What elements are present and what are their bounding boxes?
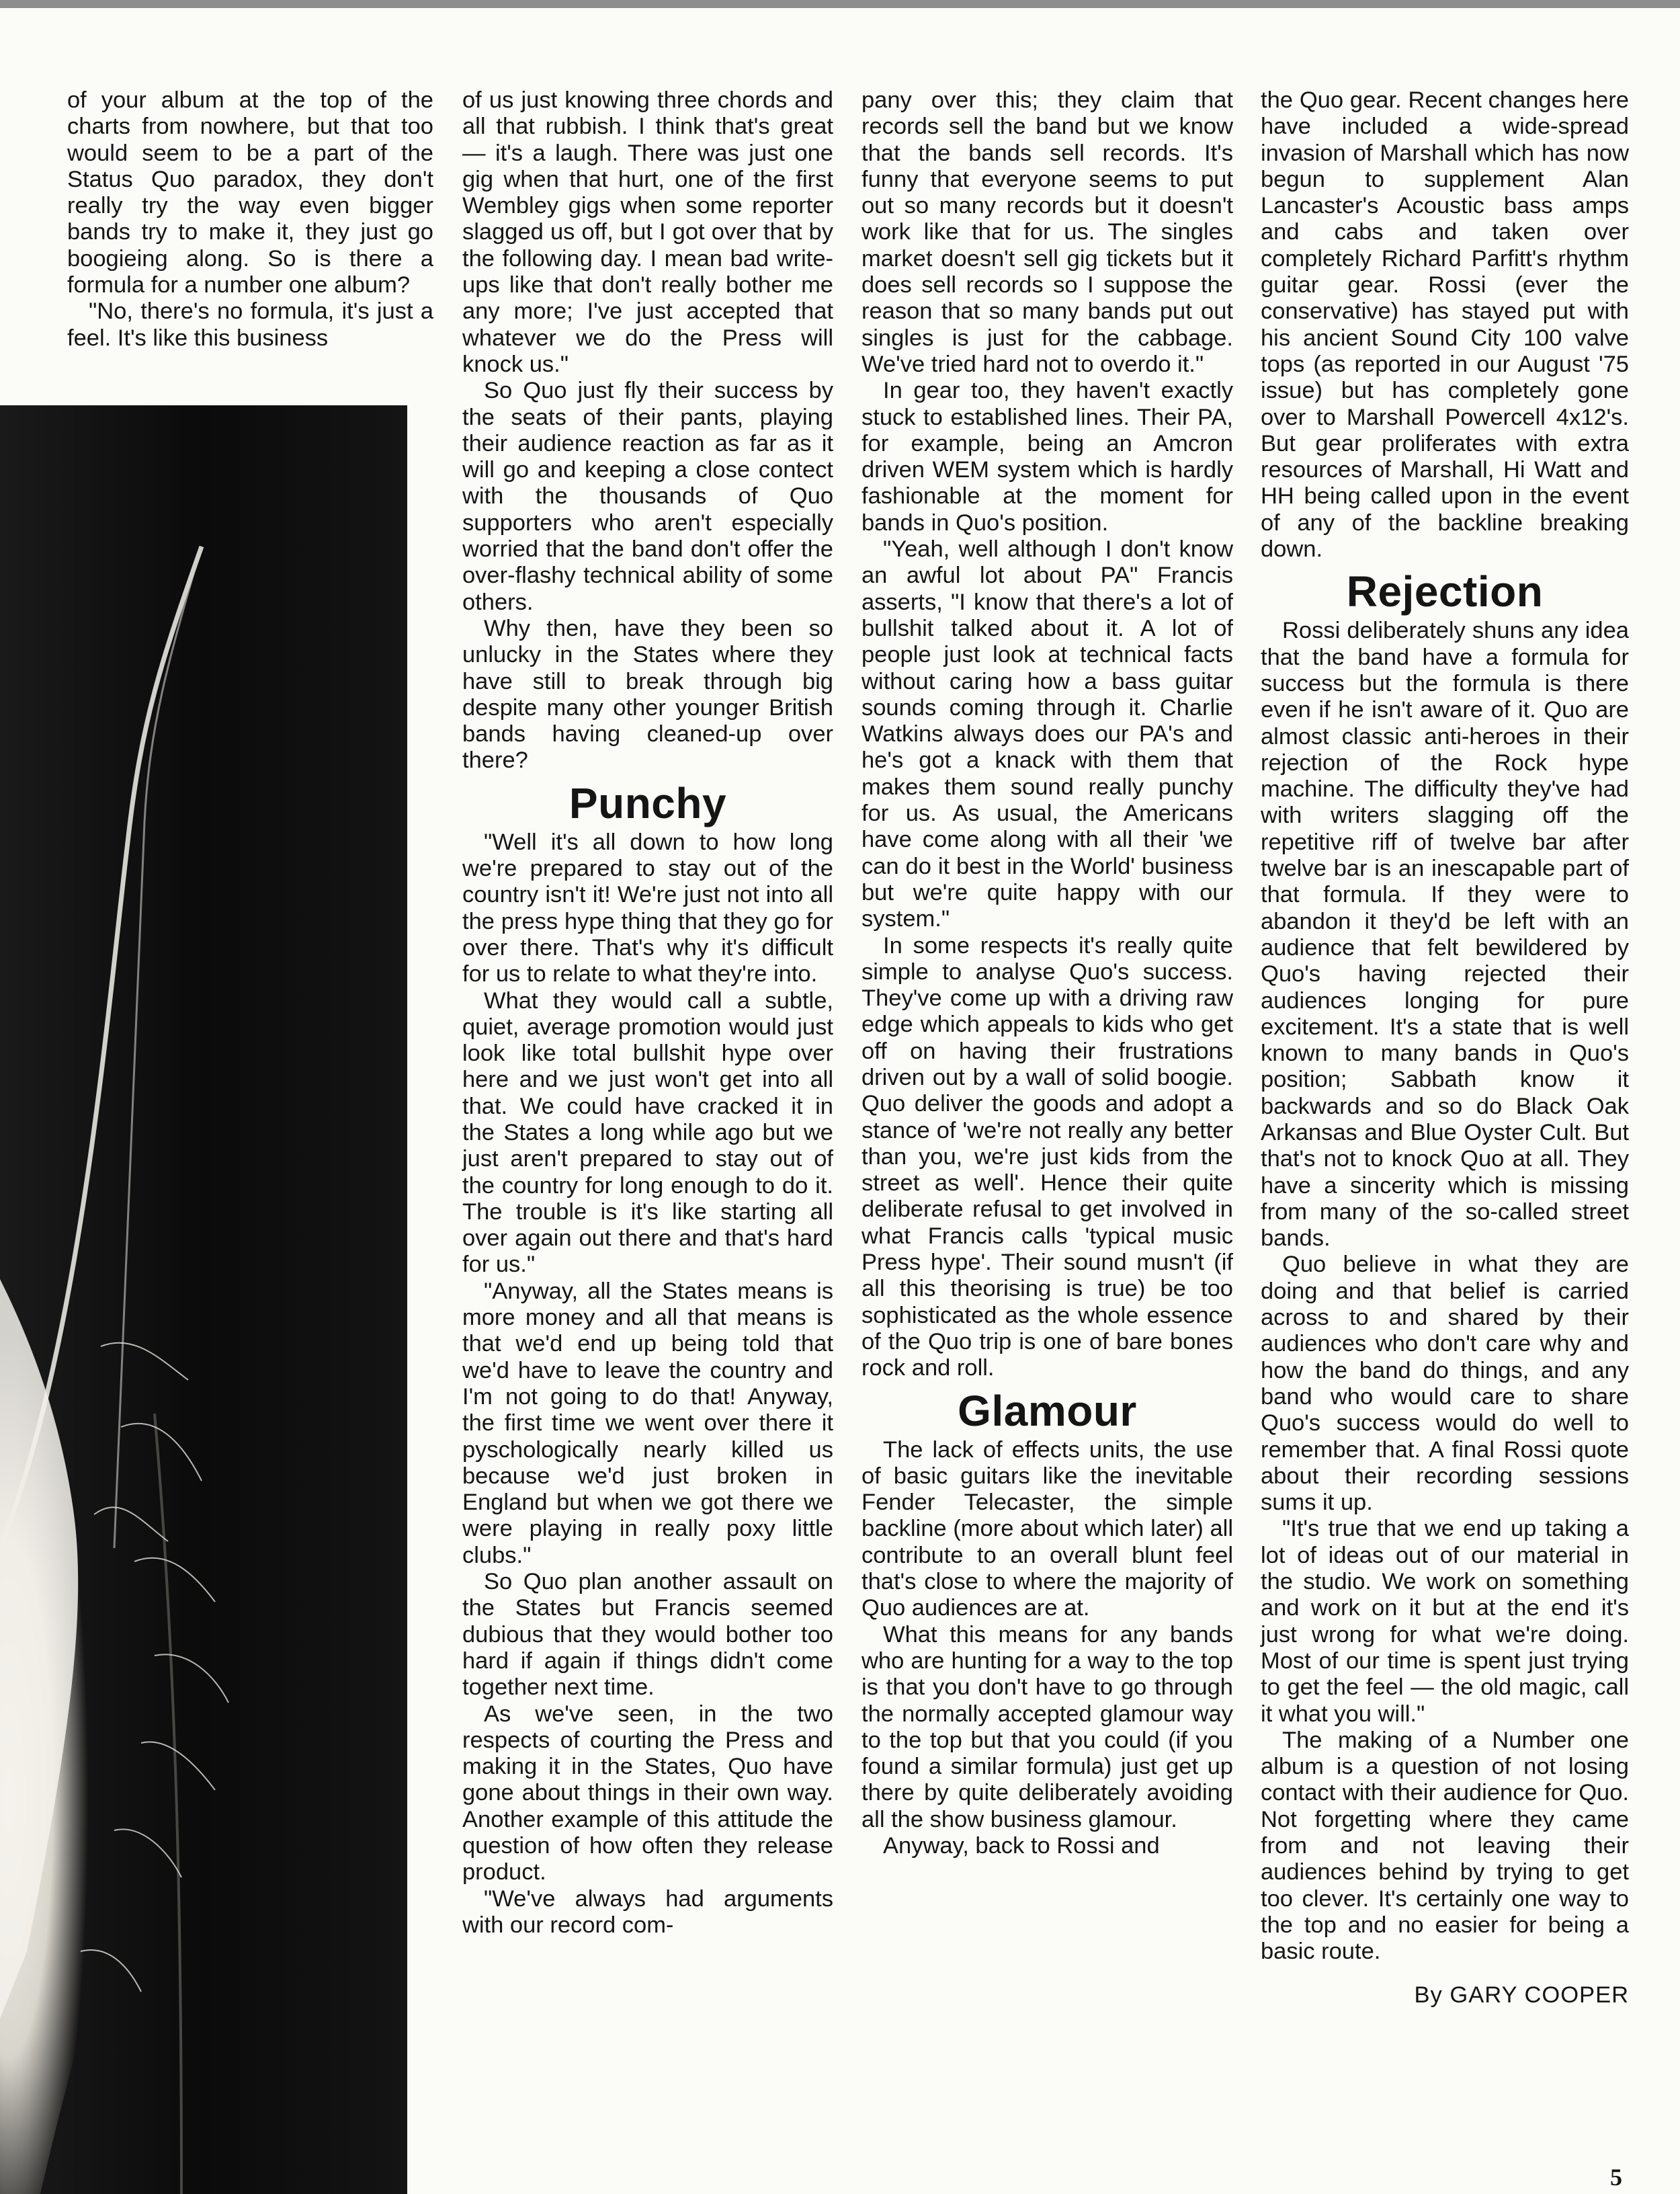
paragraph: So Quo just fly their success by the seats of their pants, playing their audience reaction as far as it will go and keeping a close contect with the thousands of Quo supporters who aren't especially worried that the band don't offer the over-flashy technical ability of some others. (462, 378, 833, 615)
paragraph: "Yeah, well although I don't know an awful lot about PA" Francis asserts, "I know that there's a lot of bullshit talked about it. A lot of people just look at technical facts without caring how a bass guitar sounds coming through it. Charlie Watkins always does our PA's and he's got a knack with them that makes them sound really punchy for us. As usual, the Americans have come along with all their 'we can do it best in the World' business but we're quite happy with our system." (862, 536, 1233, 932)
section-heading-punchy: Punchy (569, 778, 727, 827)
paragraph: Anyway, back to Rossi and (883, 1833, 1160, 1859)
paragraph: The lack of effects units, the use of basic guitars like the inevitable Fender Telecaster, the simple backline (more about which later) all contribute to an overall blunt feel that's close to where the majority of Quo audiences are at. (862, 1436, 1233, 1621)
paragraph: "Anyway, all the States means is more money and all that means is that we'd end up being told that we'd have to leave the country and I'm not going to do that! Anyway, the first time we went over there it pyschologically nearly killed us because we'd just broken in England but when we got there we were playing in really poxy little clubs." (462, 1278, 833, 1568)
paragraph: In gear too, they haven't exactly stuck to established lines. Their PA, for example, being an Amcron driven WEM system which is hardly fashionable at the moment for bands in Quo's position. (862, 378, 1233, 536)
paragraph: What this means for any bands who are hunting for a way to the top is that you don't have to go through the normally accepted glamour way to the top but that you could (if you found a similar formula) just get up there by quite deliberately avoiding all the show business glamour. (862, 1621, 1233, 1832)
photo-image (0, 405, 407, 2194)
paragraph: What they would call a subtle, quiet, average promotion would just look like total bullshit hype over here and we just won't get into all that. We could have cracked it in the States a long while ago but we just aren't prepared to stay out of the country for long enough to do it. The trouble is it's like starting all over again out there and that's hard for us." (462, 987, 833, 1278)
paragraph: Why then, have they been so unlucky in the States where they have still to break through big despite many other younger British bands having cleaned-up over there? (462, 615, 833, 774)
paragraph: "No, there's no formula, it's just a feel. It's like this business (67, 298, 433, 351)
paragraph: The making of a Number one album is a question of not losing contact with their audience for Quo. Not forgetting where they came from and not leaving their audiences behind by trying to get too clever. It's certainly one way to the top and no easier for being a basic route. (1261, 1727, 1629, 1965)
paragraph: As we've seen, in the two respects of courting the Press and making it in the States, Quo have gone about things in their own way. Another example of this attitude the question of how often they release product. (462, 1701, 833, 1885)
column-4 (1261, 87, 1629, 2009)
paragraph: In some respects it's really quite simple to analyse Quo's success. They've come up with a driving raw edge which appeals to kids who get off on having their frustrations driven out by a wall of solid boogie. Quo deliver the goods and adopt a stance of 'we're not really any better than you, we're just kids from the street as well'. Hence their quite deliberate refusal to get involved in what Francis calls 'typical music Press hype'. Their sound musn't (if all this theorising is true) be too sophisticated as the whole essence of the Quo trip is one of bare bones rock and roll. (862, 932, 1233, 1381)
paragraph: So Quo plan another assault on the States but Francis seemed dubious that they would bother too hard if again if things didn't come together next time. (462, 1569, 833, 1701)
byline: By GARY COOPER (1414, 1982, 1629, 2008)
paragraph: "Well it's all down to how long we're prepared to stay out of the country isn't it! We're just not into all the press hype thing that they go for over there. That's why it's difficult for us to relate to what they're into. (462, 829, 833, 987)
paragraph: "We've always had arguments with our record com- (462, 1885, 833, 1938)
column-1 (67, 87, 433, 352)
band-photo (0, 405, 407, 2194)
paragraph: Quo believe in what they are doing and that belief is carried across to and shared by their audiences who don't care why and how the band do things, and any band who would care to share Quo's success would do well to remember that. A final Rossi quote about their recording sessions sums it up. (1261, 1252, 1629, 1516)
column-3 (862, 87, 1233, 1859)
paragraph: of us just knowing three chords and all that rubbish. I think that's great — it's a laugh. There was just one gig when that hurt, one of the first Wembley gigs when some reporter slagged us off, but I got over that by the following day. I mean bad write-ups like that don't really bother me any more; I've just accepted that whatever we do the Press will knock us." (462, 87, 833, 377)
column-2 (462, 87, 833, 1939)
paragraph: pany over this; they claim that records sell the band but we know that the bands sell records. It's funny that everyone seems to put out so many records but it doesn't work like that for us. The singles market doesn't sell gig tickets but it does sell records so I suppose the reason that so many bands put out singles is just for the cabbage. We've tried hard not to overdo it." (862, 87, 1233, 377)
paragraph: Rossi deliberately shuns any idea that the band have a formula for success but the formula is there even if he isn't aware of it. Quo are almost classic anti-heroes in their rejection of the Rock hype machine. The difficulty they've had with writers slagging off the repetitive riff of twelve bar after twelve bar is an inescapable part of that formula. If they were to abandon it they'd be left with an audience that felt bewildered by Quo's having rejected their audiences longing for pure excitement. It's a state that is well known to many bands in Quo's position; Sabbath know it backwards and so do Black Oak Arkansas and Blue Oyster Cult. But that's not to knock Quo at all. They have a sincerity which is missing from many of the so-called street bands. (1261, 618, 1629, 1252)
paragraph: "It's true that we end up taking a lot of ideas out of our material in the studio. We work on something and work on it but at the end it's just wrong for what we're doing. Most of our time is spent just trying to get the feel — the old magic, call it what you will." (1261, 1516, 1629, 1727)
paragraph: of your album at the top of the charts from nowhere, but that too would seem to be a part of the Status Quo paradox, they don't really try the way even bigger bands try to make it, they just go boogieing along. So is there a formula for a number one album? (67, 87, 433, 298)
page-number: 5 (1610, 2164, 1622, 2191)
paragraph: the Quo gear. Recent changes here have included a wide-spread invasion of Marshall which has now begun to supplement Alan Lancaster's Acoustic bass amps and cabs and taken over completely Richard Parfitt's rhythm guitar gear. Rossi (ever the conservative) has stayed put with his ancient Sound City 100 valve tops (as reported in our August '75 issue) but has completely gone over to Marshall Powercell 4x12's. But gear proliferates with extra resources of Marshall, Hi Watt and HH being called upon in the event of any of the backline breaking down. (1261, 87, 1629, 563)
section-heading-glamour: Glamour (958, 1386, 1137, 1435)
section-heading-rejection: Rejection (1346, 567, 1544, 616)
top-border (0, 0, 1680, 8)
